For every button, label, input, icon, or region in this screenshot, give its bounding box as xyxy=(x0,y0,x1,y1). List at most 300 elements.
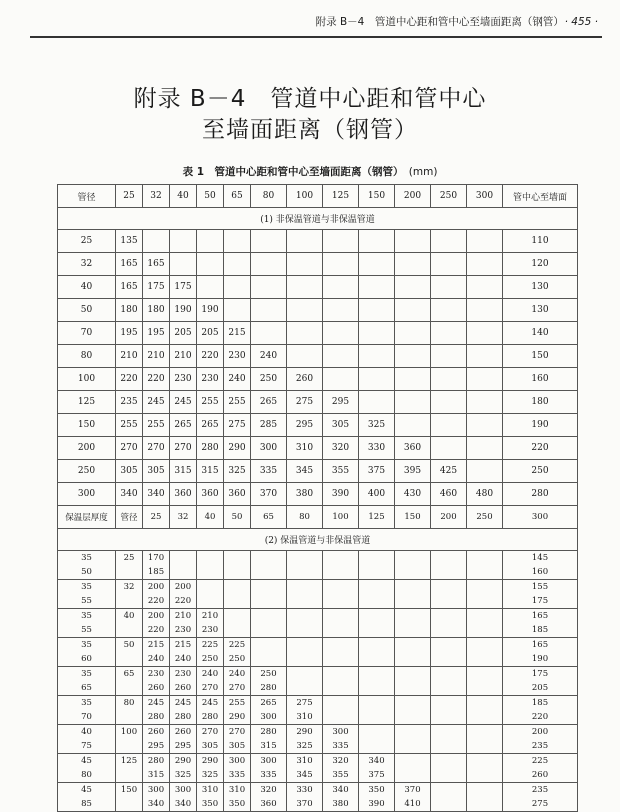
table1-row xyxy=(58,322,578,345)
insulation-cell: 40 xyxy=(58,725,116,740)
value-cell: 375 xyxy=(359,768,395,783)
empty-cell xyxy=(395,739,431,754)
value-cell: 250 xyxy=(251,368,287,391)
empty-cell xyxy=(395,565,431,580)
empty-cell xyxy=(395,414,431,437)
empty-cell xyxy=(224,594,251,609)
caption-text: 表 1 管道中心距和管中心至墙面距离（钢管） xyxy=(182,166,399,178)
table2-row xyxy=(58,565,578,580)
empty-cell xyxy=(431,783,467,798)
table1-row xyxy=(58,253,578,276)
empty-cell xyxy=(467,437,503,460)
empty-cell xyxy=(323,551,359,566)
empty-cell xyxy=(224,253,251,276)
empty-cell xyxy=(431,609,467,624)
table1-header-cell: 40 xyxy=(170,185,197,208)
value-cell: 225 xyxy=(224,638,251,653)
empty-cell xyxy=(359,710,395,725)
empty-cell xyxy=(323,299,359,322)
value-cell: 345 xyxy=(287,768,323,783)
empty-cell xyxy=(431,623,467,638)
dn-cell: 70 xyxy=(58,322,116,345)
value-cell: 340 xyxy=(116,483,143,506)
value-cell: 260 xyxy=(287,368,323,391)
value-cell: 205 xyxy=(197,322,224,345)
value-cell: 230 xyxy=(143,667,170,682)
dn-cell xyxy=(116,768,143,783)
empty-cell xyxy=(395,725,431,740)
empty-cell xyxy=(170,253,197,276)
empty-cell xyxy=(287,623,323,638)
value-cell: 165 xyxy=(116,276,143,299)
empty-cell xyxy=(287,253,323,276)
table2-row xyxy=(58,725,578,740)
value-cell: 195 xyxy=(116,322,143,345)
table2-row xyxy=(58,551,578,566)
dn-cell: 200 xyxy=(58,437,116,460)
empty-cell xyxy=(395,551,431,566)
wall-distance-cell: 130 xyxy=(503,299,578,322)
table1-header-cell: 管径 xyxy=(58,185,116,208)
value-cell: 220 xyxy=(143,594,170,609)
empty-cell xyxy=(395,345,431,368)
empty-cell xyxy=(251,652,287,667)
empty-cell xyxy=(251,322,287,345)
empty-cell xyxy=(251,594,287,609)
empty-cell xyxy=(197,551,224,566)
dn-cell xyxy=(116,739,143,754)
value-cell: 210 xyxy=(170,345,197,368)
value-cell: 295 xyxy=(170,739,197,754)
value-cell: 240 xyxy=(224,368,251,391)
empty-cell xyxy=(395,322,431,345)
empty-cell xyxy=(251,580,287,595)
value-cell: 260 xyxy=(170,681,197,696)
empty-cell xyxy=(467,230,503,253)
wall-distance-cell: 280 xyxy=(503,483,578,506)
empty-cell xyxy=(323,230,359,253)
value-cell: 310 xyxy=(287,754,323,769)
value-cell: 230 xyxy=(224,345,251,368)
caption-unit: (mm) xyxy=(408,166,438,178)
wall-distance-cell: 185 xyxy=(503,696,578,711)
table2-header-cell: 125 xyxy=(359,506,395,529)
empty-cell xyxy=(395,768,431,783)
empty-cell xyxy=(431,230,467,253)
value-cell: 390 xyxy=(323,483,359,506)
empty-cell xyxy=(431,725,467,740)
empty-cell xyxy=(143,230,170,253)
value-cell: 185 xyxy=(143,565,170,580)
empty-cell xyxy=(359,681,395,696)
header-title: 附录 B－4 管道中心距和管中心至墙面距离（钢管） xyxy=(315,16,559,28)
empty-cell xyxy=(359,253,395,276)
wall-distance-cell: 140 xyxy=(503,322,578,345)
value-cell: 275 xyxy=(287,696,323,711)
value-cell: 335 xyxy=(224,768,251,783)
empty-cell xyxy=(287,667,323,682)
empty-cell xyxy=(224,623,251,638)
value-cell: 200 xyxy=(170,580,197,595)
empty-cell xyxy=(395,681,431,696)
table1-row xyxy=(58,391,578,414)
value-cell: 310 xyxy=(287,437,323,460)
value-cell: 280 xyxy=(197,437,224,460)
table2-row xyxy=(58,681,578,696)
value-cell: 400 xyxy=(359,483,395,506)
insulation-cell: 35 xyxy=(58,551,116,566)
dn-cell xyxy=(116,681,143,696)
empty-cell xyxy=(287,345,323,368)
empty-cell xyxy=(251,253,287,276)
table-caption xyxy=(0,164,620,179)
wall-distance-cell: 185 xyxy=(503,623,578,638)
value-cell: 395 xyxy=(395,460,431,483)
empty-cell xyxy=(323,368,359,391)
value-cell: 260 xyxy=(143,681,170,696)
value-cell: 220 xyxy=(143,368,170,391)
insulation-cell: 55 xyxy=(58,594,116,609)
wall-distance-cell: 160 xyxy=(503,368,578,391)
empty-cell xyxy=(224,276,251,299)
empty-cell xyxy=(323,609,359,624)
dn-cell: 80 xyxy=(58,345,116,368)
empty-cell xyxy=(431,580,467,595)
empty-cell xyxy=(224,565,251,580)
table2-header-cell: 200 xyxy=(431,506,467,529)
empty-cell xyxy=(197,594,224,609)
table1-header-cell: 125 xyxy=(323,185,359,208)
table1-section-row xyxy=(58,208,578,230)
wall-distance-cell: 220 xyxy=(503,710,578,725)
table1-header-cell: 300 xyxy=(467,185,503,208)
value-cell: 280 xyxy=(143,754,170,769)
wall-distance-cell: 180 xyxy=(503,391,578,414)
empty-cell xyxy=(431,253,467,276)
value-cell: 300 xyxy=(251,710,287,725)
value-cell: 180 xyxy=(116,299,143,322)
table1-row xyxy=(58,230,578,253)
value-cell: 230 xyxy=(197,368,224,391)
value-cell: 230 xyxy=(170,368,197,391)
value-cell: 210 xyxy=(197,609,224,624)
empty-cell xyxy=(395,696,431,711)
empty-cell xyxy=(251,623,287,638)
empty-cell xyxy=(287,230,323,253)
value-cell: 165 xyxy=(116,253,143,276)
dn-cell: 32 xyxy=(116,580,143,595)
table1-row xyxy=(58,460,578,483)
empty-cell xyxy=(431,368,467,391)
table2-header-cell: 80 xyxy=(287,506,323,529)
value-cell: 370 xyxy=(395,783,431,798)
empty-cell xyxy=(359,623,395,638)
value-cell: 320 xyxy=(323,437,359,460)
table1-header-cell: 管中心至墙面 xyxy=(503,185,578,208)
dn-cell: 100 xyxy=(58,368,116,391)
empty-cell xyxy=(359,565,395,580)
dn-cell: 50 xyxy=(58,299,116,322)
insulation-cell: 55 xyxy=(58,623,116,638)
empty-cell xyxy=(323,623,359,638)
empty-cell xyxy=(323,253,359,276)
empty-cell xyxy=(287,652,323,667)
table1-header-cell: 80 xyxy=(251,185,287,208)
insulation-cell: 85 xyxy=(58,797,116,812)
table2-header-cell: 保温层厚度 xyxy=(58,506,116,529)
value-cell: 280 xyxy=(251,725,287,740)
value-cell: 220 xyxy=(116,368,143,391)
value-cell: 320 xyxy=(251,783,287,798)
value-cell: 380 xyxy=(323,797,359,812)
value-cell: 280 xyxy=(170,710,197,725)
value-cell: 325 xyxy=(170,768,197,783)
insulation-cell: 45 xyxy=(58,754,116,769)
value-cell: 255 xyxy=(143,414,170,437)
empty-cell xyxy=(467,368,503,391)
value-cell: 300 xyxy=(224,754,251,769)
empty-cell xyxy=(431,551,467,566)
dn-cell: 25 xyxy=(116,551,143,566)
value-cell: 230 xyxy=(170,623,197,638)
empty-cell xyxy=(467,725,503,740)
empty-cell xyxy=(467,710,503,725)
value-cell: 350 xyxy=(197,797,224,812)
value-cell: 315 xyxy=(143,768,170,783)
value-cell: 290 xyxy=(197,754,224,769)
table2-row xyxy=(58,638,578,653)
value-cell: 350 xyxy=(359,783,395,798)
value-cell: 210 xyxy=(116,345,143,368)
value-cell: 315 xyxy=(197,460,224,483)
value-cell: 260 xyxy=(170,725,197,740)
empty-cell xyxy=(323,276,359,299)
empty-cell xyxy=(431,739,467,754)
value-cell: 270 xyxy=(143,437,170,460)
value-cell: 355 xyxy=(323,460,359,483)
value-cell: 375 xyxy=(359,460,395,483)
value-cell: 170 xyxy=(143,551,170,566)
table1-row xyxy=(58,299,578,322)
empty-cell xyxy=(359,725,395,740)
table2-row xyxy=(58,652,578,667)
value-cell: 240 xyxy=(197,667,224,682)
value-cell: 300 xyxy=(143,783,170,798)
value-cell: 255 xyxy=(197,391,224,414)
empty-cell xyxy=(467,652,503,667)
table2-row xyxy=(58,768,578,783)
empty-cell xyxy=(224,609,251,624)
empty-cell xyxy=(359,368,395,391)
value-cell: 265 xyxy=(251,696,287,711)
value-cell: 255 xyxy=(224,696,251,711)
value-cell: 350 xyxy=(224,797,251,812)
empty-cell xyxy=(359,551,395,566)
value-cell: 210 xyxy=(143,345,170,368)
empty-cell xyxy=(467,345,503,368)
empty-cell xyxy=(431,437,467,460)
value-cell: 235 xyxy=(116,391,143,414)
value-cell: 310 xyxy=(224,783,251,798)
dn-cell xyxy=(116,565,143,580)
value-cell: 340 xyxy=(170,797,197,812)
empty-cell xyxy=(431,710,467,725)
value-cell: 270 xyxy=(197,681,224,696)
wall-distance-cell: 145 xyxy=(503,551,578,566)
empty-cell xyxy=(251,565,287,580)
dn-cell: 40 xyxy=(58,276,116,299)
wall-distance-cell: 165 xyxy=(503,638,578,653)
table1-row xyxy=(58,368,578,391)
value-cell: 215 xyxy=(143,638,170,653)
empty-cell xyxy=(467,623,503,638)
value-cell: 220 xyxy=(143,623,170,638)
empty-cell xyxy=(395,391,431,414)
empty-cell xyxy=(431,696,467,711)
empty-cell xyxy=(224,230,251,253)
value-cell: 215 xyxy=(224,322,251,345)
empty-cell xyxy=(431,652,467,667)
empty-cell xyxy=(467,783,503,798)
insulation-cell: 60 xyxy=(58,652,116,667)
value-cell: 310 xyxy=(287,710,323,725)
value-cell: 260 xyxy=(143,725,170,740)
empty-cell xyxy=(323,696,359,711)
insulation-cell: 80 xyxy=(58,768,116,783)
value-cell: 345 xyxy=(287,460,323,483)
empty-cell xyxy=(431,594,467,609)
value-cell: 295 xyxy=(143,739,170,754)
empty-cell xyxy=(467,299,503,322)
value-cell: 335 xyxy=(251,460,287,483)
empty-cell xyxy=(224,299,251,322)
empty-cell xyxy=(395,276,431,299)
value-cell: 240 xyxy=(251,345,287,368)
empty-cell xyxy=(287,276,323,299)
value-cell: 225 xyxy=(197,638,224,653)
running-header-text xyxy=(316,14,598,29)
wall-distance-cell: 175 xyxy=(503,667,578,682)
empty-cell xyxy=(395,594,431,609)
value-cell: 230 xyxy=(197,623,224,638)
empty-cell xyxy=(467,609,503,624)
table2-row xyxy=(58,783,578,798)
empty-cell xyxy=(359,739,395,754)
empty-cell xyxy=(395,710,431,725)
empty-cell xyxy=(287,565,323,580)
value-cell: 300 xyxy=(251,437,287,460)
dn-cell xyxy=(116,594,143,609)
value-cell: 265 xyxy=(170,414,197,437)
value-cell: 360 xyxy=(197,483,224,506)
empty-cell xyxy=(431,754,467,769)
empty-cell xyxy=(287,681,323,696)
wall-distance-cell: 155 xyxy=(503,580,578,595)
empty-cell xyxy=(224,551,251,566)
empty-cell xyxy=(323,652,359,667)
empty-cell xyxy=(323,345,359,368)
empty-cell xyxy=(467,253,503,276)
value-cell: 305 xyxy=(197,739,224,754)
dn-cell xyxy=(116,652,143,667)
value-cell: 250 xyxy=(224,652,251,667)
value-cell: 480 xyxy=(467,483,503,506)
value-cell: 240 xyxy=(143,652,170,667)
empty-cell xyxy=(359,276,395,299)
empty-cell xyxy=(431,414,467,437)
empty-cell xyxy=(431,797,467,812)
value-cell: 330 xyxy=(287,783,323,798)
empty-cell xyxy=(395,368,431,391)
insulation-cell: 50 xyxy=(58,565,116,580)
dn-cell: 65 xyxy=(116,667,143,682)
empty-cell xyxy=(359,580,395,595)
value-cell: 330 xyxy=(359,437,395,460)
empty-cell xyxy=(287,580,323,595)
table2-header-cell: 25 xyxy=(143,506,170,529)
wall-distance-cell: 205 xyxy=(503,681,578,696)
empty-cell xyxy=(467,276,503,299)
empty-cell xyxy=(431,565,467,580)
insulation-cell: 75 xyxy=(58,739,116,754)
value-cell: 290 xyxy=(224,437,251,460)
table2-header-cell: 300 xyxy=(503,506,578,529)
value-cell: 240 xyxy=(224,667,251,682)
table2-row xyxy=(58,580,578,595)
wall-distance-cell: 275 xyxy=(503,797,578,812)
empty-cell xyxy=(359,391,395,414)
table2-header-cell: 250 xyxy=(467,506,503,529)
running-header xyxy=(0,14,620,34)
value-cell: 265 xyxy=(197,414,224,437)
empty-cell xyxy=(467,638,503,653)
value-cell: 270 xyxy=(224,681,251,696)
value-cell: 335 xyxy=(251,768,287,783)
table2-header-cell: 32 xyxy=(170,506,197,529)
table1-row xyxy=(58,437,578,460)
value-cell: 280 xyxy=(197,710,224,725)
wall-distance-cell: 120 xyxy=(503,253,578,276)
dn-cell: 125 xyxy=(58,391,116,414)
empty-cell xyxy=(359,299,395,322)
table2-row xyxy=(58,797,578,812)
empty-cell xyxy=(467,681,503,696)
empty-cell xyxy=(395,652,431,667)
wall-distance-cell: 235 xyxy=(503,739,578,754)
empty-cell xyxy=(395,230,431,253)
empty-cell xyxy=(431,345,467,368)
table2-header-cell: 40 xyxy=(197,506,224,529)
empty-cell xyxy=(170,230,197,253)
dn-cell xyxy=(116,797,143,812)
table1-header-cell: 32 xyxy=(143,185,170,208)
empty-cell xyxy=(323,580,359,595)
empty-cell xyxy=(359,594,395,609)
empty-cell xyxy=(251,638,287,653)
value-cell: 165 xyxy=(143,253,170,276)
value-cell: 135 xyxy=(116,230,143,253)
table1-header-cell: 200 xyxy=(395,185,431,208)
empty-cell xyxy=(467,580,503,595)
insulation-cell: 35 xyxy=(58,696,116,711)
value-cell: 380 xyxy=(287,483,323,506)
empty-cell xyxy=(359,345,395,368)
insulation-cell: 45 xyxy=(58,783,116,798)
value-cell: 195 xyxy=(143,322,170,345)
table2-header-cell: 50 xyxy=(224,506,251,529)
table2-header-cell: 65 xyxy=(251,506,287,529)
value-cell: 340 xyxy=(323,783,359,798)
